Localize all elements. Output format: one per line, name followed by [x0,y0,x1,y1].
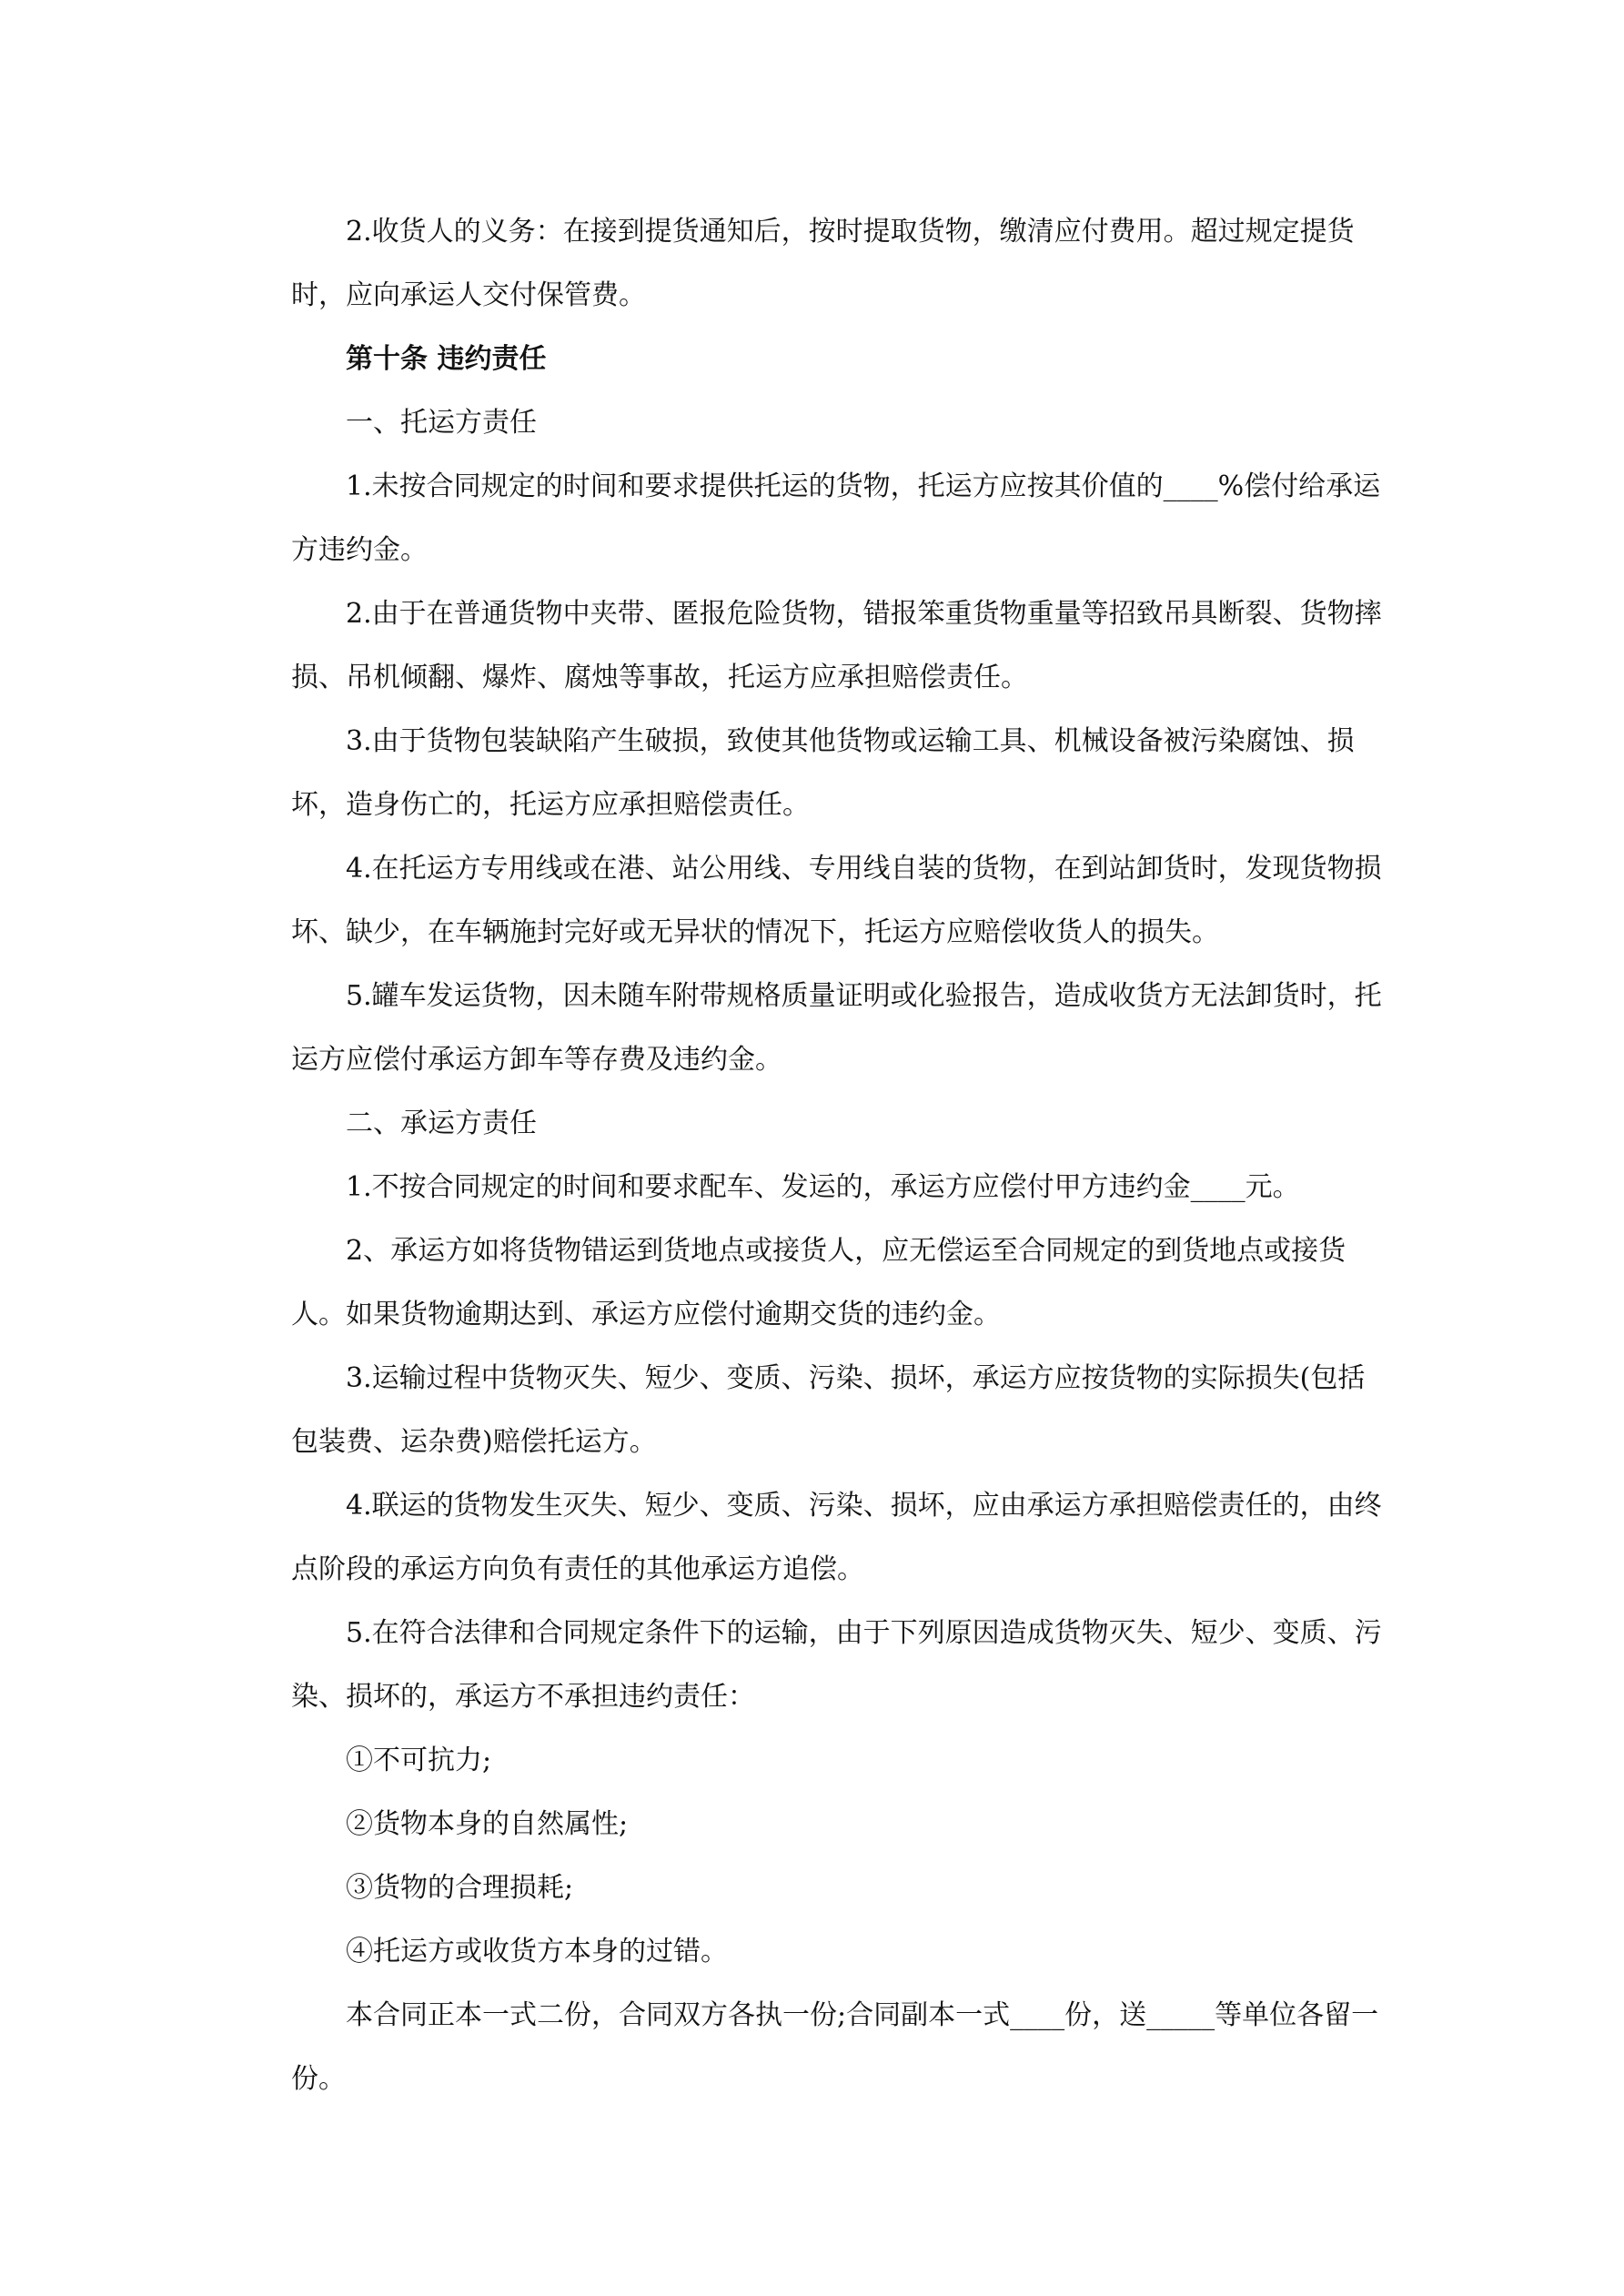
list-item-reasonable-loss: ③货物的合理损耗; [346,1872,574,1904]
paragraph-contract-copies: 本合同正本一式二份，合同双方各执一份;合同副本一式____份，送_____等单位各留一份。 [291,1999,1379,2095]
list-item-natural-properties: ②货物本身的自然属性; [346,1808,629,1840]
paragraph-shipper-item-1: 1.未按合同规定的时间和要求提供托运的货物，托运方应按其价值的____%偿付给承运方违约金。 [291,470,1381,566]
paragraph-shipper-item-5: 5.罐车发运货物，因未随车附带规格质量证明或化验报告，造成收货方无法卸货时，托运方应偿付承运方卸车等存费及违约金。 [291,980,1382,1076]
paragraph-consignee-obligation: 2.收货人的义务：在接到提货通知后，按时提取货物，缴清应付费用。超过规定提货时，应向承运人交付保管费。 [291,216,1355,311]
document-body [291,200,1385,2111]
paragraph-shipper-item-2: 2.由于在普通货物中夹带、匿报危险货物，错报笨重货物重量等招致吊具断裂、货物摔损、吊机倾翻、爆炸、腐烛等事故，托运方应承担赔偿责任。 [291,598,1382,693]
paragraph-carrier-item-2: 2、承运方如将货物错运到货地点或接货人，应无偿运至合同规定的到货地点或接货人。如果货物逾期达到、承运方应偿付逾期交货的违约金。 [291,1235,1347,1330]
paragraph-carrier-item-5: 5.在符合法律和合同规定条件下的运输，由于下列原因造成货物灭失、短少、变质、污染、损坏的，承运方不承担违约责任： [291,1617,1382,1713]
paragraph-shipper-item-3: 3.由于货物包装缺陷产生破损，致使其他货物或运输工具、机械设备被污染腐蚀、损坏，造身伤亡的，托运方应承担赔偿责任。 [291,725,1355,821]
list-item-force-majeure: ①不可抗力; [346,1745,492,1776]
section-heading-article-10: 第十条 违约责任 [346,343,547,375]
subheading-shipper-liability: 一、托运方责任 [346,407,537,439]
subheading-carrier-liability: 二、承运方责任 [346,1108,537,1139]
paragraph-carrier-item-1: 1.不按合同规定的时间和要求配车、发运的，承运方应偿付甲方违约金____元。 [346,1171,1300,1203]
list-item-party-fault: ④托运方或收货方本身的过错。 [346,1936,728,1967]
paragraph-carrier-item-3: 3.运输过程中货物灭失、短少、变质、污染、损坏，承运方应按货物的实际损失(包括包装费、运杂费)赔偿托运方。 [291,1362,1366,1458]
paragraph-carrier-item-4: 4.联运的货物发生灭失、短少、变质、污染、损坏，应由承运方承担赔偿责任的，由终点阶段的承运方向负有责任的其他承运方追偿。 [291,1490,1382,1585]
paragraph-shipper-item-4: 4.在托运方专用线或在港、站公用线、专用线自装的货物，在到站卸货时，发现货物损坏、缺少，在车辆施封完好或无异状的情况下，托运方应赔偿收货人的损失。 [291,853,1382,948]
